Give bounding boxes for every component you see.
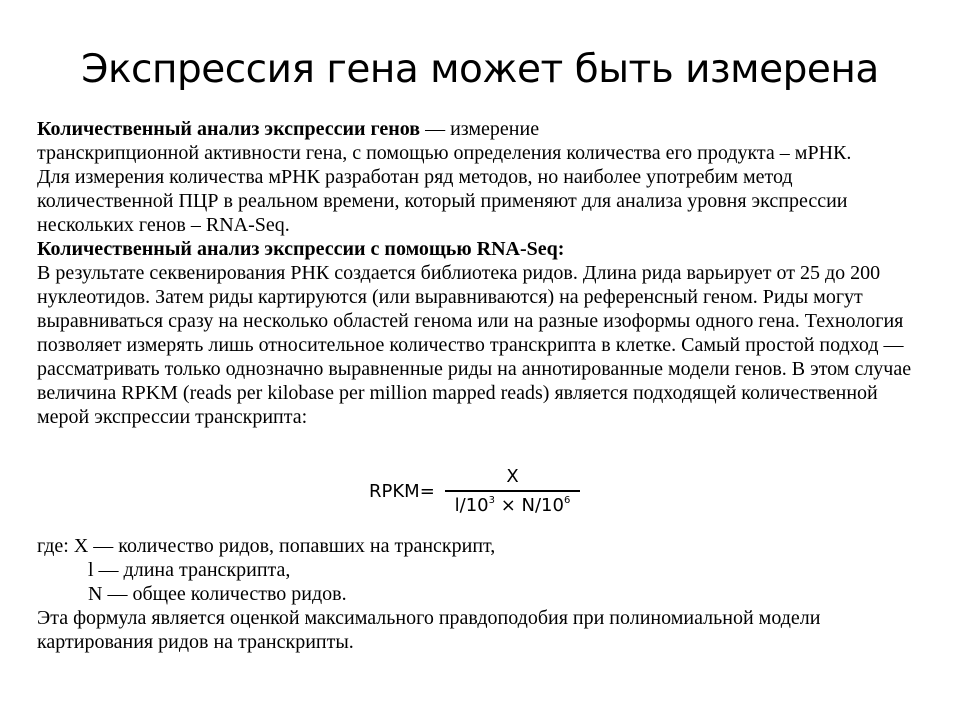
intro-definition xyxy=(37,117,932,165)
intro-term: Количественный анализ экспрессии генов xyxy=(37,118,421,140)
legend-x: где: X — количество ридов, попавших на транскрипт, xyxy=(37,535,496,557)
formula-fraction xyxy=(445,466,580,518)
intro-definition-rest: транскрипционной активности гена, с помощью определения количества его продукта – мРНК. xyxy=(37,142,852,164)
legend-l: l — длина транскрипта, xyxy=(88,559,291,581)
formula-numerator: X xyxy=(506,466,519,487)
legend-conclusion: Эта формула является оценкой максимального правдоподобия при полиномиальной модели картирования ридов на транскрипты. xyxy=(37,607,821,653)
intro-block xyxy=(37,117,932,429)
slide-title: Экспрессия гена может быть измерена xyxy=(81,47,879,92)
formula-lhs: RPKM= xyxy=(369,481,435,502)
denominator-n-exponent: 6 xyxy=(563,495,571,506)
legend-block xyxy=(37,534,932,654)
fraction-bar xyxy=(445,490,580,492)
denominator-l-exponent: 3 xyxy=(488,495,495,506)
rnaseq-text: В результате секвенирования РНК создается библиотека ридов. Длина рида варьирует от 25 до 200 нуклеотидов. Затем риды картируются (или выравниваются) на референсный геном. Риды могут выравниваться сразу на несколько областей генома или на разные изоформы одного гена. Технология позволяет измерять лишь относительное количество транскрипта в клетке. Самый простой подход — рассматривать только однозначно выравненные риды на аннотированные модели генов. В этом случае величина RPKM (reads per kilobase per million mapped reads) является подходящей количественной мерой экспрессии транскрипта: xyxy=(37,262,912,428)
legend-n: N — общее количество ридов. xyxy=(88,583,347,605)
formula-denominator xyxy=(445,494,580,518)
denominator-times: × N/10 xyxy=(495,495,564,516)
denominator-l: l/10 xyxy=(454,495,489,516)
intro-definition-lead: — измерение xyxy=(420,118,540,140)
intro-methods: Для измерения количества мРНК разработан ряд методов, но наиболее употребим метод количественной ПЦР в реальном времени, который применяют для анализа уровня экспрессии нескольких генов – RNA-Seq. xyxy=(37,166,848,236)
rnaseq-heading: Количественный анализ экспрессии с помощью RNA-Seq: xyxy=(37,238,565,260)
